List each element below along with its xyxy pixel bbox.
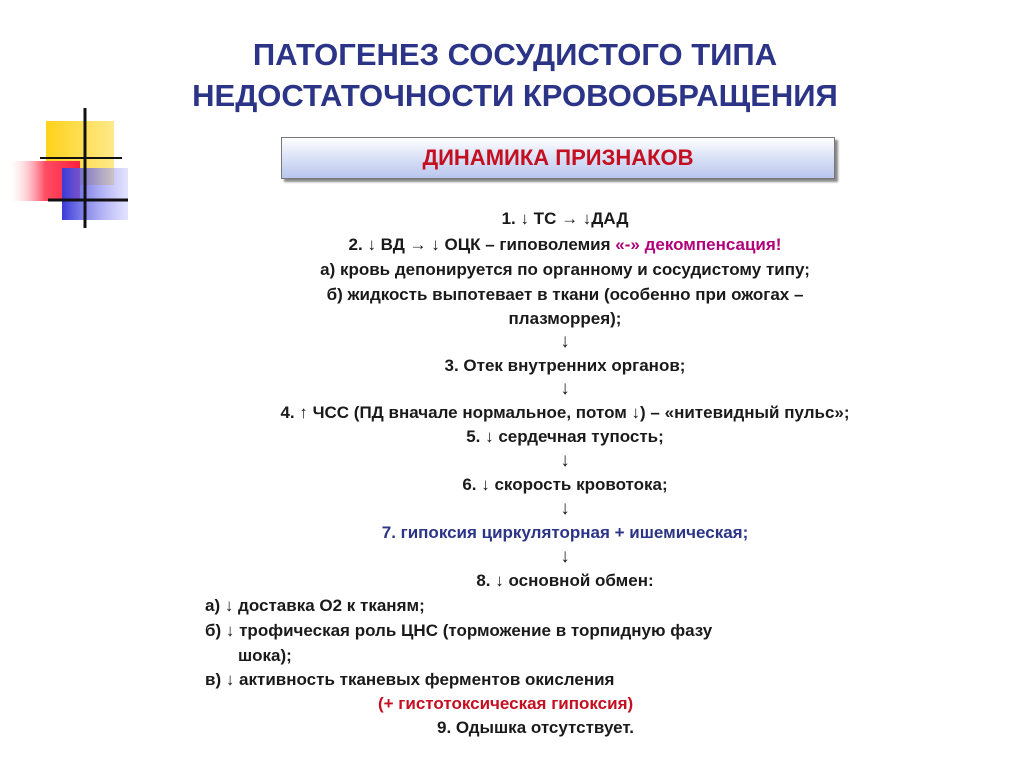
item-8: 8. ↓ основной обмен: <box>476 571 654 590</box>
item-2-accent: «-» декомпенсация! <box>615 235 782 254</box>
item-6: 6. ↓ скорость кровотока; <box>462 475 668 494</box>
flow-arrow: ↓ <box>560 450 570 471</box>
subtitle-text: ДИНАМИКА ПРИЗНАКОВ <box>422 145 694 170</box>
item-1: 1. ↓ ТС → ↓ДАД <box>501 209 629 228</box>
item-2-main: 2. ↓ ВД → ↓ ОЦК – гиповолемия <box>348 235 611 254</box>
item-2b-line-1: б) жидкость выпотевает в ткани (особенно при ожогах – <box>326 285 804 304</box>
flow-arrow: ↓ <box>560 498 570 519</box>
flow-arrow: ↓ <box>560 546 570 567</box>
flow-arrow: ↓ <box>560 378 570 399</box>
item-8a: а) ↓ доставка О2 к тканям; <box>205 596 425 615</box>
item-9: 9. Одышка отсутствует. <box>437 718 634 737</box>
item-8b-line-2: шока); <box>238 646 292 665</box>
item-2 <box>160 234 970 256</box>
item-8c: в) ↓ активность тканевых ферментов окисления <box>205 670 615 689</box>
item-5: 5. ↓ сердечная тупость; <box>466 427 664 446</box>
item-3: 3. Отек внутренних органов; <box>444 356 686 375</box>
item-8b-line-1: б) ↓ трофическая роль ЦНС (торможение в торпидную фазу <box>205 621 713 640</box>
item-4: 4. ↑ ЧСС (ПД вначале нормальное, потом ↓) – «нитевидный пульс»; <box>280 403 850 422</box>
item-7: 7. гипоксия циркуляторная + ишемическая; <box>381 523 749 542</box>
flow-arrow: ↓ <box>560 331 570 352</box>
item-2b-line-2: плазморрея); <box>508 309 622 328</box>
item-2a: а) кровь депонируется по органному и сосудистому типу; <box>320 260 810 279</box>
title-line-2: НЕДОСТАТОЧНОСТИ КРОВООБРАЩЕНИЯ <box>192 78 838 113</box>
item-8c-extra: (+ гистотоксическая гипоксия) <box>378 694 634 713</box>
title-line-1: ПАТОГЕНЕЗ СОСУДИСТОГО ТИПА <box>252 37 778 72</box>
